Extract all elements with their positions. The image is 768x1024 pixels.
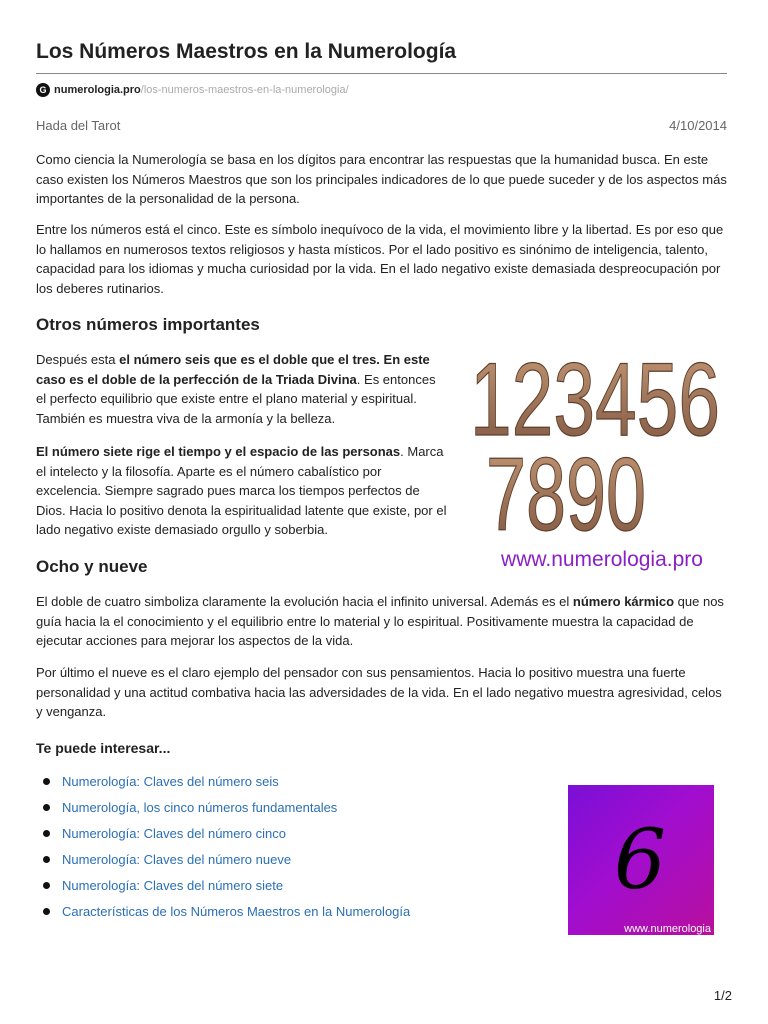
source-domain[interactable]: numerologia.pro [54, 84, 141, 96]
related-link[interactable]: Numerología, los cinco números fundamentales [62, 800, 338, 815]
paragraph-numero-siete-bold: El número siete rige el tiempo y el espacio de las personas [36, 444, 401, 459]
paragraph-numero-seis [36, 350, 448, 428]
paragraph-ocho-post: que nos guía hacia la el conocimiento y el equilibrio entre lo material y lo espiritual. Positivamente muestra la capacidad de ejecutar acciones para mejorar los aspectos de la vida. [36, 594, 724, 648]
related-link[interactable]: Características de los Números Maestros en la Numerología [62, 904, 411, 919]
related-links-list [40, 772, 410, 928]
intro-paragraph-1: Como ciencia la Numerología se basa en los dígitos para encontrar las respuestas que la humanidad busca. En este caso existen los Números Maestros que son los principales indicadores de lo que puede suceder y de los aspectos más importantes de la personalidad de la persona. [36, 152, 727, 206]
bullet-icon [43, 856, 50, 863]
paragraph-numero-siete-post: . Marca el intelecto y la filosofía. Aparte es el número cabalístico por excelencia. Siempre sagrado pues marca los tiempos perfectos de Dios. Hacia lo positivo denota la espiritualidad latente que existe, por el lado negativo existe demasiado orgullo y soberbia. [36, 444, 447, 537]
related-link[interactable]: Numerología: Claves del número siete [62, 878, 284, 893]
related-link[interactable]: Numerología: Claves del número seis [62, 774, 279, 789]
intro-paragraph-2: Entre los números está el cinco. Este es símbolo inequívoco de la vida, el movimiento libre y la libertad. Es por eso que lo hallamos en numerosos textos religiosos y hasta místicos. Por el lado positivo es sinónimo de inteligencia, talento, capacidad para los idiomas y mucha curiosidad por la vida. En el lado negativo existe demasiada despreocupación por los deberes rutinarios. [36, 222, 724, 296]
numbers-line-1: 123456 [470, 342, 720, 458]
bullet-icon [43, 778, 50, 785]
paragraph-nueve: Por último el nueve es el claro ejemplo del pensador con sus pensamientos. Hacia lo positivo muestra una fuerte personalidad y una actitud combativa hacia las adversidades de la vida. En el lado negativo muestra agresividad, celos y venganza. [36, 665, 722, 719]
related-link[interactable]: Numerología: Claves del número nueve [62, 852, 292, 867]
bullet-icon [43, 804, 50, 811]
list-item [40, 798, 410, 824]
site-logo-icon: G [36, 83, 50, 97]
paragraph-ocho [36, 592, 728, 651]
number-six-caption: www.numerologia [624, 923, 711, 935]
page-title: Los Números Maestros en la Numerología [36, 40, 457, 63]
numbers-image [462, 325, 728, 575]
numbers-line-2: 7890 [486, 437, 646, 553]
heading-te-puede-interesar: Te puede interesar... [36, 740, 171, 756]
number-six-image [568, 785, 714, 935]
title-divider [36, 73, 727, 74]
source-line [36, 82, 349, 98]
related-link[interactable]: Numerología: Claves del número cinco [62, 826, 286, 841]
paragraph-ocho-pre: El doble de cuatro simboliza claramente la evolución hacia el infinito universal. Además es el [36, 594, 573, 609]
heading-ocho-nueve: Ocho y nueve [36, 557, 148, 576]
numbers-image-caption: www.numerologia.pro [501, 548, 703, 571]
bullet-icon [43, 882, 50, 889]
article-meta [36, 118, 727, 133]
list-item [40, 772, 410, 798]
paragraph-numero-seis-post: . Es entonces el perfecto equilibrio que existe entre el plano material y espiritual. También es muestra viva de la armonía y la belleza. [36, 371, 436, 426]
paragraph-ocho-bold: número kármico [572, 594, 675, 609]
list-item [40, 902, 410, 928]
list-item [40, 824, 410, 850]
paragraph-numero-siete [36, 442, 448, 540]
source-path[interactable]: /los-numeros-maestros-en-la-numerologia/ [140, 84, 349, 96]
heading-otros-numeros: Otros números importantes [36, 315, 260, 334]
paragraph-numero-seis-pre: Después esta [36, 352, 120, 367]
list-item [40, 876, 410, 902]
list-item [40, 850, 410, 876]
author: Hada del Tarot [36, 118, 121, 133]
number-six-graphic [568, 785, 714, 935]
page-number: 1/2 [713, 988, 732, 1003]
publish-date: 4/10/2014 [669, 118, 727, 133]
number-six-glyph: 6 [613, 813, 667, 908]
bullet-icon [43, 908, 50, 915]
bullet-icon [43, 830, 50, 837]
paragraph-numero-seis-bold: el número seis que es el doble que el tres. En este caso es el doble de la perfección de la Triada Divina [36, 352, 430, 387]
numbers-image-graphic [462, 325, 728, 575]
